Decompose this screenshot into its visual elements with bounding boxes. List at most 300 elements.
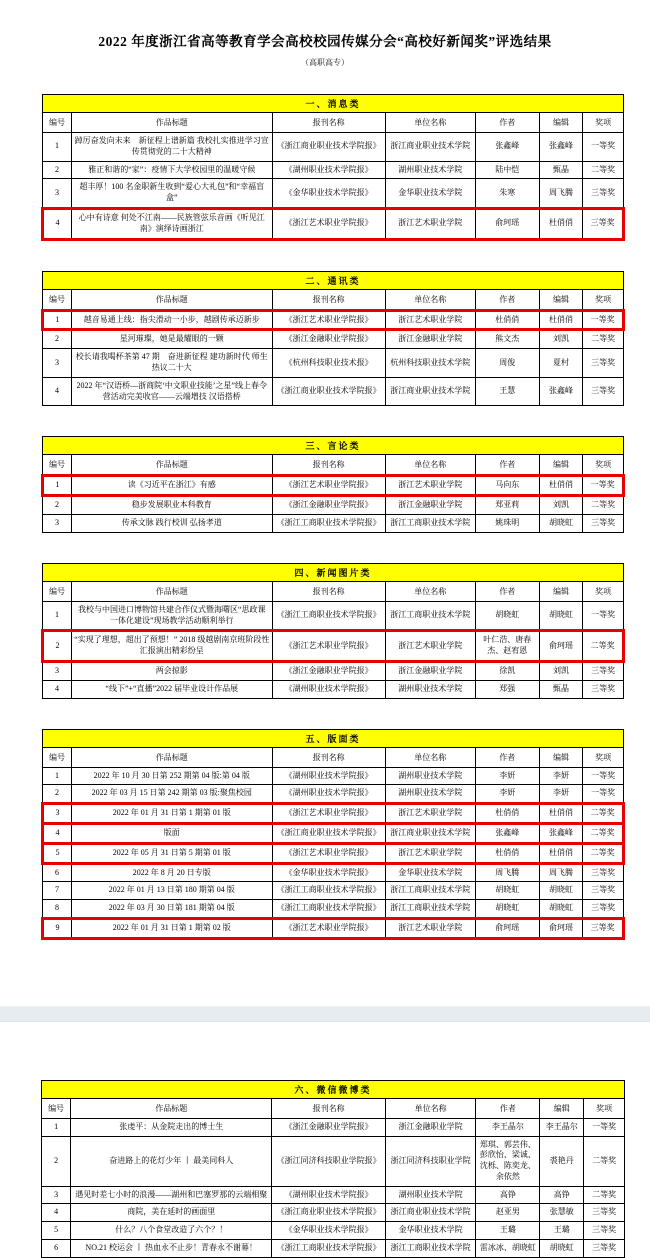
table-row <box>43 785 624 804</box>
cell-editor: 周飞腾 <box>539 863 583 882</box>
cell-no: 1 <box>43 310 72 330</box>
column-header: 作品标题 <box>72 113 272 133</box>
cell-editor: 杜俏俏 <box>539 843 583 863</box>
column-header: 编辑 <box>539 581 583 601</box>
cell-author: 张鑫峰 <box>475 823 539 843</box>
column-header: 报刊名称 <box>272 289 385 310</box>
column-header: 作者 <box>475 289 539 310</box>
cell-no: 4 <box>42 1204 71 1222</box>
section-title: 六、微信微博类 <box>42 1080 625 1098</box>
cell-paper: 《浙江工商职业技术学院报》 <box>272 882 385 900</box>
cell-unit: 浙江工商职业技术学院 <box>385 1240 475 1258</box>
cell-award: 二等奖 <box>584 1186 625 1204</box>
column-header: 编辑 <box>539 455 583 476</box>
column-header: 单位名称 <box>385 1098 475 1118</box>
cell-award: 二等奖 <box>583 496 624 515</box>
cell-paper: 《浙江金融职业学院报》 <box>272 330 385 349</box>
cell-paper: 《浙江工商职业技术学院报》 <box>272 900 385 919</box>
table-row <box>42 1240 625 1258</box>
cell-editor: 胡晓虹 <box>539 882 583 900</box>
cell-award: 二等奖 <box>583 161 624 179</box>
cell-award: 一等奖 <box>584 1118 625 1136</box>
column-header: 作品标题 <box>72 747 272 767</box>
cell-paper: 《浙江金融职业学院报》 <box>272 496 385 515</box>
cell-unit: 浙江金融职业学院 <box>385 1118 475 1136</box>
cell-award: 三等奖 <box>583 661 624 680</box>
cell-work: 2022 年 03 月 30 日第 181 期第 04 版 <box>72 900 272 919</box>
cell-unit: 浙江工商职业技术学院 <box>385 900 475 919</box>
cell-editor: 高铮 <box>540 1186 584 1204</box>
cell-work: 我校与中国进口博物馆共建合作仪式暨海曙区“思政课一体化建设”现场教学活动顺利举行 <box>72 601 272 631</box>
cell-author: 马向东 <box>475 476 539 496</box>
cell-editor: 甄晶 <box>539 680 583 698</box>
cell-work: 超丰厚！100 名金职新生收到“爱心大礼包”和“幸福盲盒” <box>72 179 272 209</box>
cell-paper: 《浙江工商职业技术学院报》 <box>272 1240 386 1258</box>
cell-work: 2022 年 01 月 31 日第 1 期第 02 版 <box>72 918 272 938</box>
cell-editor: 裘艳丹 <box>540 1136 584 1186</box>
cell-work: 什么？八个食堂改造了六个？！ <box>71 1222 272 1240</box>
cell-author: 朱寒 <box>475 179 539 209</box>
cell-author: 高铮 <box>476 1186 540 1204</box>
cell-award: 一等奖 <box>583 133 624 162</box>
table-row <box>42 1118 625 1136</box>
column-header: 作者 <box>475 581 539 601</box>
cell-award: 一等奖 <box>583 476 624 496</box>
table-row <box>43 161 624 179</box>
cell-award: 二等奖 <box>584 1136 625 1186</box>
cell-paper: 《杭州科技职业技术报》 <box>272 349 385 378</box>
cell-author: 胡晓虹 <box>475 900 539 919</box>
page2-tables <box>0 1080 650 1258</box>
cell-no: 4 <box>43 208 72 239</box>
cell-editor: 周飞腾 <box>539 179 583 209</box>
column-header: 编号 <box>43 747 72 767</box>
cell-unit: 浙江商业职业技术学院 <box>385 1204 475 1222</box>
cell-author: 俞珂瑶 <box>475 918 539 938</box>
awards-table-6 <box>41 1080 625 1258</box>
cell-author: 郑强 <box>475 680 539 698</box>
cell-work: 雅正和谐的“家”：疫情下大学校园里的温暖守候 <box>72 161 272 179</box>
column-header: 编辑 <box>539 289 583 310</box>
cell-unit: 金华职业技术学院 <box>385 1222 475 1240</box>
table-row-highlighted <box>43 843 624 863</box>
cell-paper: 《浙江商业职业技术学院报》 <box>272 1204 386 1222</box>
cell-paper: 《浙江艺术职业学院报》 <box>272 476 385 496</box>
column-header: 作者 <box>475 747 539 767</box>
column-header: 编辑 <box>539 113 583 133</box>
column-header: 编号 <box>43 581 72 601</box>
table-row <box>43 601 624 631</box>
header-row <box>43 747 624 767</box>
cell-paper: 《金华职业技术学院报》 <box>272 179 385 209</box>
cell-no: 4 <box>43 377 72 406</box>
cell-award: 二等奖 <box>583 804 624 824</box>
awards-table-2 <box>41 271 625 407</box>
cell-editor: 甄晶 <box>539 161 583 179</box>
cell-unit: 浙江艺术职业学院 <box>385 918 475 938</box>
cell-paper: 《浙江艺术职业学院报》 <box>272 310 385 330</box>
column-header: 作品标题 <box>72 581 272 601</box>
cell-editor: 刘凯 <box>539 661 583 680</box>
cell-author: 姚珠明 <box>475 514 539 532</box>
column-header: 编号 <box>43 455 72 476</box>
page-subtitle: （高职高专） <box>301 58 349 67</box>
cell-award: 二等奖 <box>583 330 624 349</box>
cell-unit: 浙江商业职业技术学院 <box>385 823 475 843</box>
cell-editor: 李王晶尔 <box>540 1118 584 1136</box>
column-header: 作品标题 <box>72 455 272 476</box>
table-row <box>42 1136 625 1186</box>
cell-editor: 胡晓虹 <box>539 601 583 631</box>
cell-editor: 杜俏俏 <box>539 208 583 239</box>
table-row-highlighted <box>43 208 624 239</box>
cell-editor: 俞珂瑶 <box>539 631 583 662</box>
cell-paper: 《浙江艺术职业学院报》 <box>272 843 385 863</box>
awards-table-3 <box>41 436 625 532</box>
cell-paper: 《浙江工商职业技术学院报》 <box>272 601 385 631</box>
cell-work: 2022 年 01 月 31 日第 1 期第 01 版 <box>72 804 272 824</box>
column-header: 单位名称 <box>385 455 475 476</box>
cell-paper: 《金华职业技术学院报》 <box>272 863 385 882</box>
cell-author: 周飞腾 <box>475 863 539 882</box>
cell-award: 二等奖 <box>583 843 624 863</box>
cell-no: 6 <box>43 863 72 882</box>
column-header: 奖项 <box>583 581 624 601</box>
cell-no: 3 <box>43 349 72 378</box>
table-row <box>43 496 624 515</box>
cell-author: 杜俏俏 <box>475 843 539 863</box>
cell-work: NO.21 校运会 丨 热血永不止步！青春永不谢幕！ <box>71 1240 272 1258</box>
cell-unit: 浙江工商职业技术学院 <box>385 601 475 631</box>
cell-unit: 浙江工商职业技术学院 <box>385 514 475 532</box>
cell-editor: 胡晓虹 <box>540 1240 584 1258</box>
cell-no: 2 <box>43 785 72 804</box>
cell-work: 稳步发展职业本科教育 <box>72 496 272 515</box>
cell-author: 郑亚莉 <box>475 496 539 515</box>
cell-author: 张鑫峰 <box>475 133 539 162</box>
cell-editor: 杜俏俏 <box>539 476 583 496</box>
cell-no: 1 <box>43 767 72 785</box>
table-row <box>43 661 624 680</box>
column-header: 编号 <box>43 113 72 133</box>
cell-work: “线下”+“直播”2022 届毕业设计作品展 <box>72 680 272 698</box>
cell-author: 杜俏俏 <box>475 804 539 824</box>
cell-no: 2 <box>43 330 72 349</box>
cell-author: 胡晓虹 <box>475 882 539 900</box>
cell-work: 2022 年 8 月 20 日专版 <box>72 863 272 882</box>
cell-unit: 浙江金融职业学院 <box>385 496 475 515</box>
column-header: 单位名称 <box>385 289 475 310</box>
cell-unit: 湖州职业技术学院 <box>385 785 475 804</box>
header-row <box>42 1098 625 1118</box>
cell-work: 2022 年 10 月 30 日第 252 期第 04 版:第 04 版 <box>72 767 272 785</box>
table-row <box>43 767 624 785</box>
cell-paper: 《湖州职业技术学院报》 <box>272 767 385 785</box>
awards-table-1 <box>41 94 625 241</box>
cell-no: 3 <box>43 661 72 680</box>
section-title: 三、言论类 <box>43 437 624 455</box>
cell-editor: 王璐 <box>540 1222 584 1240</box>
header-row <box>43 113 624 133</box>
cell-award: 二等奖 <box>583 631 624 662</box>
cell-no: 3 <box>42 1186 71 1204</box>
cell-work: 张虔平：从金院走出的博士生 <box>71 1118 272 1136</box>
cell-editor: 李妍 <box>539 767 583 785</box>
cell-no: 2 <box>42 1136 71 1186</box>
cell-work: 读《习近平在浙江》有感 <box>72 476 272 496</box>
column-header: 报刊名称 <box>272 455 385 476</box>
table-row <box>42 1186 625 1204</box>
column-header: 报刊名称 <box>272 581 385 601</box>
table-row <box>43 133 624 162</box>
cell-no: 1 <box>43 601 72 631</box>
cell-no: 4 <box>43 680 72 698</box>
cell-author: 李王晶尔 <box>476 1118 540 1136</box>
column-header: 编号 <box>42 1098 71 1118</box>
cell-award: 一等奖 <box>583 767 624 785</box>
cell-editor: 张鑫峰 <box>539 377 583 406</box>
cell-paper: 《浙江艺术职业学院报》 <box>272 804 385 824</box>
cell-award: 三等奖 <box>583 349 624 378</box>
cell-unit: 杭州科技职业技术学院 <box>385 349 475 378</box>
section-title: 四、新闻图片类 <box>43 563 624 581</box>
column-header: 奖项 <box>583 289 624 310</box>
cell-work: 版面 <box>72 823 272 843</box>
column-header: 作品标题 <box>71 1098 272 1118</box>
cell-paper: 《浙江金融职业学院报》 <box>272 1118 386 1136</box>
column-header: 单位名称 <box>385 113 475 133</box>
column-header: 单位名称 <box>385 747 475 767</box>
column-header: 奖项 <box>583 747 624 767</box>
table-row <box>43 900 624 919</box>
table-row-highlighted <box>43 310 624 330</box>
cell-author: 王璐 <box>476 1222 540 1240</box>
cell-paper: 《浙江同济科技职业学院报》 <box>272 1136 386 1186</box>
cell-editor: 刘凯 <box>539 330 583 349</box>
cell-author: 李妍 <box>475 767 539 785</box>
column-header: 作者 <box>475 455 539 476</box>
cell-no: 4 <box>43 823 72 843</box>
cell-editor: 夏村 <box>539 349 583 378</box>
cell-editor: 俞珂瑶 <box>539 918 583 938</box>
cell-work: “实现了理想，超出了预想！” 2018 级越剧南京班阶段性汇报演出精彩纷呈 <box>72 631 272 662</box>
table-row <box>43 680 624 698</box>
cell-no: 2 <box>43 631 72 662</box>
cell-work: 越音易通上线：指尖滑动一小步，越剧传承迈新步 <box>72 310 272 330</box>
cell-no: 5 <box>43 843 72 863</box>
awards-table-4 <box>41 563 625 699</box>
cell-award: 三等奖 <box>583 514 624 532</box>
cell-paper: 《浙江商业职业技术学院报》 <box>272 133 385 162</box>
cell-paper: 《金华职业技术学院报》 <box>272 1222 386 1240</box>
cell-paper: 《浙江艺术职业学院报》 <box>272 208 385 239</box>
table-row-highlighted <box>43 631 624 662</box>
cell-editor: 杜俏俏 <box>539 804 583 824</box>
cell-work: 传承文脉 践行校训 弘扬孝道 <box>72 514 272 532</box>
cell-author: 熊文杰 <box>475 330 539 349</box>
cell-no: 9 <box>43 918 72 938</box>
cell-editor: 张鑫峰 <box>539 133 583 162</box>
column-header: 奖项 <box>584 1098 625 1118</box>
cell-award: 一等奖 <box>583 601 624 631</box>
cell-no: 1 <box>43 476 72 496</box>
cell-paper: 《浙江艺术职业学院报》 <box>272 918 385 938</box>
cell-unit: 湖州职业技术学院 <box>385 1186 475 1204</box>
header-row <box>43 455 624 476</box>
cell-work: 2022 年 05 月 31 日第 5 期第 01 版 <box>72 843 272 863</box>
page-title: 2022 年度浙江省高等教育学会高校校园传媒分会“高校好新闻奖”评选结果 <box>98 34 552 49</box>
cell-editor: 胡晓虹 <box>539 514 583 532</box>
cell-unit: 浙江工商职业技术学院 <box>385 882 475 900</box>
cell-author: 胡晓虹 <box>475 601 539 631</box>
cell-paper: 《湖州职业技术学院报》 <box>272 785 385 804</box>
cell-no: 3 <box>43 514 72 532</box>
table-row <box>42 1222 625 1240</box>
cell-paper: 《浙江艺术职业学院报》 <box>272 631 385 662</box>
cell-editor: 张慧敏 <box>540 1204 584 1222</box>
cell-unit: 浙江同济科技职业学院 <box>385 1136 475 1186</box>
cell-paper: 《浙江商业职业技术学院报》 <box>272 377 385 406</box>
column-header: 奖项 <box>583 455 624 476</box>
cell-work: 校长请我喝杯茶第 47 期 奋进新征程 建功新时代 师生热议二十大 <box>72 349 272 378</box>
awards-table-5 <box>41 729 625 940</box>
cell-paper: 《浙江工商职业技术学院报》 <box>272 514 385 532</box>
cell-author: 俞珂瑶 <box>475 208 539 239</box>
cell-editor: 胡晓虹 <box>539 900 583 919</box>
column-header: 编辑 <box>540 1098 584 1118</box>
header-row <box>43 581 624 601</box>
column-header: 编号 <box>43 289 72 310</box>
column-header: 作者 <box>475 113 539 133</box>
cell-work: 踔厉奋发向未来 新征程上谱新篇 我校扎实推进学习宣传贯彻党的二十大精神 <box>72 133 272 162</box>
column-header: 作者 <box>476 1098 540 1118</box>
cell-work: 星河璀璨，她是最耀眼的一颗 <box>72 330 272 349</box>
header-row <box>43 289 624 310</box>
table-row <box>43 514 624 532</box>
column-header: 报刊名称 <box>272 1098 386 1118</box>
cell-unit: 浙江艺术职业学院 <box>385 310 475 330</box>
cell-author: 杜俏俏 <box>475 310 539 330</box>
cell-work: 2022 年“汉语桥—浙商院‘中文职业技能’之星”线上春令营活动完美收官——云端增技 汉语搭桥 <box>72 377 272 406</box>
cell-unit: 金华职业技术学院 <box>385 863 475 882</box>
cell-work: 遇见时差七小时的浪漫——湖州和巴塞罗那的云端相聚 <box>71 1186 272 1204</box>
page1-tables <box>0 94 650 940</box>
cell-author: 赵亚男 <box>476 1204 540 1222</box>
cell-author: 叶仁浩、唐春杰、赵宥恩 <box>475 631 539 662</box>
cell-paper: 《湖州职业技术学院报》 <box>272 1186 386 1204</box>
cell-no: 7 <box>43 882 72 900</box>
cell-editor: 张鑫峰 <box>539 823 583 843</box>
section-title: 五、版面类 <box>43 729 624 747</box>
cell-work: 奋进路上的花灯少年 丨 最美同科人 <box>71 1136 272 1186</box>
cell-paper: 《浙江商业职业技术学院报》 <box>272 823 385 843</box>
cell-no: 2 <box>43 496 72 515</box>
cell-award: 三等奖 <box>583 900 624 919</box>
cell-paper: 《湖州职业技术学院报》 <box>272 680 385 698</box>
table-row-highlighted <box>43 918 624 938</box>
cell-unit: 浙江金融职业学院 <box>385 661 475 680</box>
table-row <box>42 1204 625 1222</box>
cell-award: 三等奖 <box>583 208 624 239</box>
cell-no: 3 <box>43 804 72 824</box>
cell-award: 一等奖 <box>583 310 624 330</box>
cell-no: 6 <box>42 1240 71 1258</box>
cell-work: 商院，美在延时的画面里 <box>71 1204 272 1222</box>
table-row-highlighted <box>43 476 624 496</box>
cell-no: 1 <box>42 1118 71 1136</box>
cell-award: 三等奖 <box>583 377 624 406</box>
cell-work: 心中有诗意 何处不江南——民族管弦乐音画《听见江南》演绎诗画浙江 <box>72 208 272 239</box>
cell-author: 雷冰冰、胡晓虹 <box>476 1240 540 1258</box>
cell-work: 2022 年 03 月 15 日第 242 期第 03 版:聚焦校园 <box>72 785 272 804</box>
cell-award: 三等奖 <box>583 179 624 209</box>
cell-unit: 浙江商业职业技术学院 <box>385 133 475 162</box>
column-header: 奖项 <box>583 113 624 133</box>
cell-author: 徐凯 <box>475 661 539 680</box>
cell-paper: 《浙江金融职业学院报》 <box>272 661 385 680</box>
table-row <box>43 863 624 882</box>
cell-unit: 浙江艺术职业学院 <box>385 804 475 824</box>
cell-unit: 浙江艺术职业学院 <box>385 208 475 239</box>
cell-work: 两会掠影 <box>72 661 272 680</box>
section-title: 一、消息类 <box>43 95 624 113</box>
table-row <box>43 349 624 378</box>
cell-author: 陆中恺 <box>475 161 539 179</box>
column-header: 作品标题 <box>72 289 272 310</box>
cell-author: 李妍 <box>475 785 539 804</box>
cell-author: 郑琪、郭芸伟、彭欣怡、梁诚、沈栎、陈奕龙、余依然 <box>476 1136 540 1186</box>
cell-award: 三等奖 <box>583 863 624 882</box>
cell-no: 8 <box>43 900 72 919</box>
column-header: 单位名称 <box>385 581 475 601</box>
cell-unit: 浙江商业职业技术学院 <box>385 377 475 406</box>
document-page-2 <box>0 1080 650 1258</box>
cell-award: 二等奖 <box>583 823 624 843</box>
column-header: 报刊名称 <box>272 113 385 133</box>
table-row <box>43 179 624 209</box>
cell-paper: 《湖州职业技术学院报》 <box>272 161 385 179</box>
table-row-highlighted <box>43 823 624 843</box>
cell-unit: 浙江金融职业学院 <box>385 330 475 349</box>
cell-editor: 杜俏俏 <box>539 310 583 330</box>
page-break-separator <box>0 1006 650 1022</box>
table-row <box>43 882 624 900</box>
cell-award: 三等奖 <box>583 882 624 900</box>
cell-award: 三等奖 <box>583 918 624 938</box>
cell-award: 三等奖 <box>584 1204 625 1222</box>
cell-unit: 金华职业技术学院 <box>385 179 475 209</box>
cell-unit: 湖州职业技术学院 <box>385 767 475 785</box>
cell-editor: 李妍 <box>539 785 583 804</box>
column-header: 编辑 <box>539 747 583 767</box>
cell-no: 1 <box>43 133 72 162</box>
cell-author: 王慧 <box>475 377 539 406</box>
cell-award: 三等奖 <box>583 680 624 698</box>
table-row-highlighted <box>43 804 624 824</box>
cell-no: 2 <box>43 161 72 179</box>
cell-unit: 浙江艺术职业学院 <box>385 631 475 662</box>
table-row <box>43 330 624 349</box>
section-title: 二、通讯类 <box>43 271 624 289</box>
cell-unit: 浙江艺术职业学院 <box>385 843 475 863</box>
cell-award: 三等奖 <box>584 1222 625 1240</box>
table-row <box>43 377 624 406</box>
column-header: 报刊名称 <box>272 747 385 767</box>
cell-unit: 湖州职业技术学院 <box>385 161 475 179</box>
cell-award: 一等奖 <box>583 785 624 804</box>
cell-unit: 湖州职业技术学院 <box>385 680 475 698</box>
cell-author: 周俊 <box>475 349 539 378</box>
